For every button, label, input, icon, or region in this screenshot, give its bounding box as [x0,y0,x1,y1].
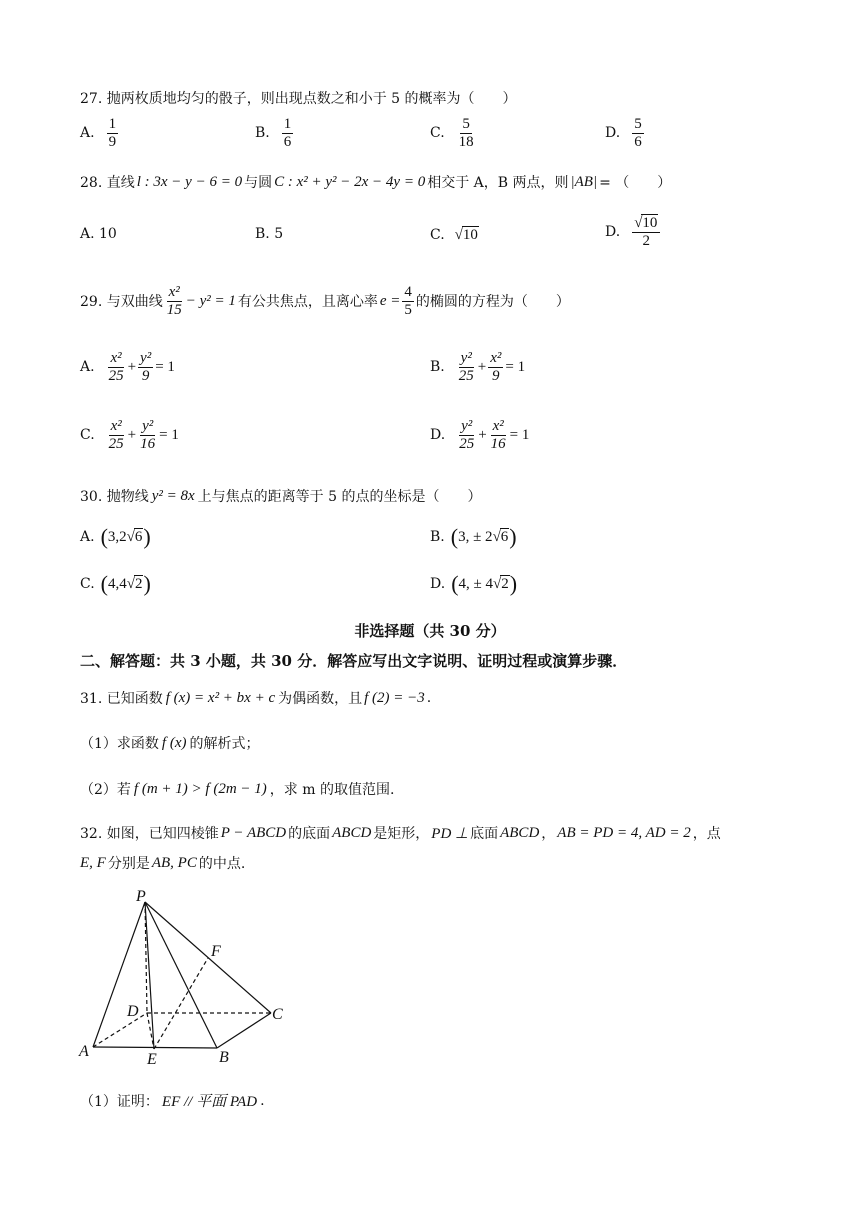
q27-option-a[interactable]: A. $\frac{1}{9}$ [80,116,117,150]
fraction: $\frac{\text{x²}}{15}$ [166,284,182,318]
fraction: $\frac{\text{y²}}{25}$ [459,418,475,452]
q27-option-c[interactable]: C. $\frac{5}{18}$ [430,116,474,150]
line-equation: l : 3x − y − 6 = 0 [136,173,243,190]
q28-stem: 28. 直线 l : 3x − y − 6 = 0 与圆 C : x² + y² − 2x − 4y = 0 相交于 A，B 两点，则 |AB| = （ ） [80,173,672,191]
q27-option-b[interactable]: B. $\frac{1}{6}$ [255,116,292,150]
vertex-d: D [127,1003,139,1020]
vertex-e: E [147,1051,157,1068]
q30-option-b[interactable]: B. ( 3, ± 2 √6 ) [430,524,517,549]
q31-part2: （2）若 f (m + 1) > f (2m − 1) ，求 m 的取值范围. [80,780,395,798]
q27-stem: 27. 抛两枚质地均匀的骰子，则出现点数之和小于 5 的概率为（ ） [80,91,517,107]
ab-length: |AB| [570,173,598,190]
fraction: $\frac{\text{y²}}{9}$ [140,350,152,384]
q30-option-a[interactable]: A. ( 3,2 √6 ) [80,524,151,549]
fraction: $\frac{\text{x²}}{16}$ [490,418,506,452]
vertex-c: C [272,1006,283,1023]
fraction: $\frac{\text{y²}}{16}$ [140,418,156,452]
vertex-b: B [219,1049,229,1066]
q29-option-b[interactable]: B. $\frac{\text{y²}}{25}$ + $\frac{\text{x²}}{9}$ = 1 [430,350,526,384]
q29-option-c[interactable]: C. $\frac{\text{x²}}{25}$ + $\frac{\text{y²}}{16}$ = 1 [80,418,179,452]
vertex-a: A [79,1043,89,1060]
q29-stem: 29. 与双曲线 $\frac{\text{x²}}{15}$ − y² = 1 有公共焦点，且离心率 e = $\frac{4}{5}$ 的椭圆的方程为（ ） [80,284,570,318]
q30-option-c[interactable]: C. ( 4,4 √2 ) [80,571,151,596]
q30-option-d[interactable]: D. ( 4, ± 4 √2 ) [430,571,518,596]
section-instructions: 二、解答题：共 3 小题，共 30 分．解答应写出文字说明、证明过程或演算步骤． [80,652,628,670]
fraction: $\frac{√10}{2}$ [632,214,660,249]
fraction: $\frac{1}{6}$ [283,116,292,150]
q27-option-d[interactable]: D. $\frac{5}{6}$ [605,116,642,150]
fraction: $\frac{1}{9}$ [108,116,117,150]
q32-part1: （1）证明： EF // 平面 PAD . [80,1092,265,1110]
pyramid-figure [75,882,305,1072]
q28-option-d[interactable]: D. $\frac{√10}{2}$ [605,214,662,249]
fraction: $\frac{5}{6}$ [634,116,642,150]
q28-option-c[interactable]: C. √10 [430,227,478,243]
q32-stem-line1: 32. 如图，已知四棱锥 P − ABCD 的底面 ABCD 是矩形， PD ⊥ 底面 ABCD ， AB = PD = 4, AD = 2 ，点 [80,824,721,842]
q29-option-d[interactable]: D. $\frac{\text{y²}}{25}$ + $\frac{\text{x²}}{16}$ = 1 [430,418,530,452]
fraction: $\frac{\text{x²}}{9}$ [490,350,502,384]
vertex-p: P [136,888,146,905]
q31-part1: （1）求函数 f (x) 的解析式； [80,734,260,752]
q30-stem: 30. 抛物线 y² = 8x 上与焦点的距离等于 5 的点的坐标是（ ） [80,487,482,505]
q28-option-b[interactable]: B. 5 [255,226,284,242]
q31-stem: 31. 已知函数 f (x) = x² + bx + c 为偶函数，且 f (2) = −3 . [80,689,432,707]
q28-option-a[interactable]: A. 10 [80,226,117,242]
vertex-f: F [211,943,221,960]
fraction: $\frac{4}{5}$ [404,284,412,318]
circle-equation: C : x² + y² − 2x − 4y = 0 [274,173,426,190]
section-heading: 非选择题（共 30 分） [354,622,506,640]
fraction: $\frac{\text{x²}}{25}$ [108,418,124,452]
q29-option-a[interactable]: A. $\frac{\text{x²}}{25}$ + $\frac{\text{y²}}{9}$ = 1 [80,350,175,384]
fraction: $\frac{5}{18}$ [458,116,474,150]
fraction: $\frac{\text{y²}}{25}$ [458,350,474,384]
fraction: $\frac{\text{x²}}{25}$ [108,350,124,384]
q32-stem-line2: E, F 分别是 AB, PC 的中点. [80,854,246,872]
